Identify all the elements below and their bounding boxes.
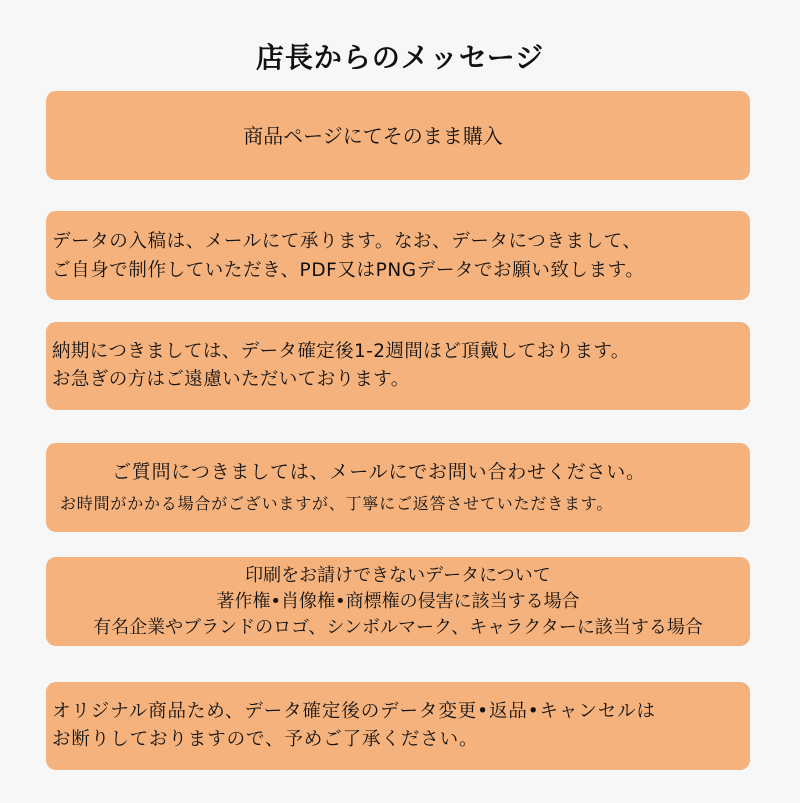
message-card-delivery bbox=[46, 322, 750, 410]
message-card-print-restrictions bbox=[46, 557, 750, 646]
message-card-cancellation-policy bbox=[46, 682, 750, 770]
card-text-line: オリジナル商品ため、データ確定後のデータ変更•返品•キャンセルは bbox=[52, 701, 656, 722]
message-card-data-submission bbox=[46, 211, 750, 300]
card-text-line: 著作権•肖像権•商標権の侵害に該当する場合 bbox=[216, 590, 580, 612]
card-text-line: お急ぎの方はご遠慮いただいております。 bbox=[52, 369, 410, 390]
card-text-line: お断りしておりますので、予めご了承ください。 bbox=[52, 729, 479, 750]
message-card-purchase bbox=[46, 91, 750, 180]
card-text-line: データの入稿は、メールにて承ります。なお、データにつきまして、 bbox=[52, 230, 642, 252]
card-text-line: 有名企業やブランドのロゴ、シンボルマーク、キャラクターに該当する場合 bbox=[93, 616, 703, 638]
card-text-line: 納期につきましては、データ確定後1-2週間ほど頂戴しております。 bbox=[52, 341, 630, 362]
card-text-line: 印刷をお請けできないデータについて bbox=[245, 564, 551, 586]
page-title: 店長からのメッセージ bbox=[255, 41, 545, 74]
message-card-inquiries bbox=[46, 443, 750, 532]
card-text-line: ご質問につきましては、メールにでお問い合わせください。 bbox=[112, 460, 646, 483]
card-text-line: 商品ページにてそのまま購入 bbox=[243, 123, 503, 148]
card-text-line: お時間がかかる場合がございますが、丁寧にご返答させていただきます。 bbox=[60, 493, 614, 513]
card-text-line: ご自身で制作していただき、PDF又はPNGデータでお願い致します。 bbox=[52, 259, 645, 281]
